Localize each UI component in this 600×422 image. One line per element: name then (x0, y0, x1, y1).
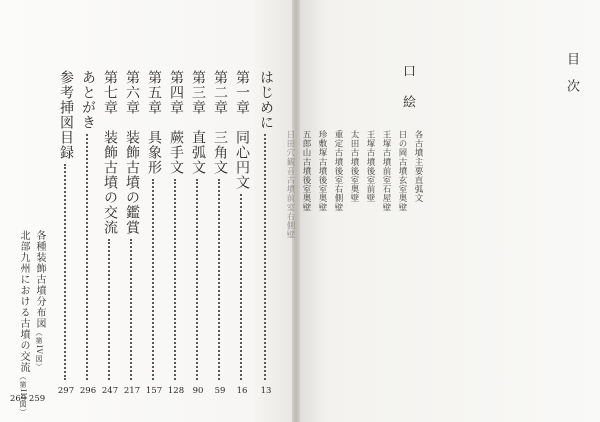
toc-entry[interactable] (256, 70, 276, 396)
toc-entry-label: はじめに (258, 70, 274, 130)
toc-leader-dots (218, 179, 220, 380)
toc-page-number: 90 (192, 386, 204, 396)
toc-page-number: 13 (260, 386, 272, 396)
toc-leader-dots (174, 179, 176, 380)
illustration-plate-item (32, 230, 47, 371)
frontispiece-plate-caption: 珍敷塚古墳後室奥壁 (317, 130, 327, 212)
frontispiece-plate-caption: 日田穴観音古墳前室右側壁 (285, 130, 295, 240)
illustration-plate-item (16, 230, 31, 416)
toc-entry[interactable] (188, 70, 208, 396)
toc-leader-dots (264, 134, 266, 380)
toc-entry-label: 第三章 直弧文 (190, 70, 206, 175)
frontispiece-plate-caption: 王塚古墳後室前壁 (365, 130, 375, 203)
toc-entry[interactable] (78, 70, 98, 396)
illustration-plate-title: 各種装飾古墳分布図 (34, 230, 45, 329)
toc-page-number: 217 (123, 386, 141, 396)
toc-entry-label: 第五章 具象形 (146, 70, 162, 175)
toc-entry[interactable] (100, 70, 120, 396)
toc-leader-dots (86, 134, 88, 380)
toc-page-number: 16 (236, 386, 248, 396)
toc-leader-dots (108, 239, 110, 380)
toc-entry-label: 第一章 同心円文 (234, 70, 250, 190)
toc-entry[interactable] (210, 70, 230, 396)
toc-entry[interactable] (232, 70, 252, 396)
toc-entry-label: 参考挿図目録 (58, 70, 74, 160)
toc-entry[interactable] (122, 70, 142, 396)
toc-leader-dots (130, 239, 132, 380)
toc-entry[interactable] (144, 70, 164, 396)
frontispiece-plate-caption: 各古墳主要直弧文 (413, 130, 423, 203)
toc-entry[interactable] (166, 70, 186, 396)
contents-title: 目次 (564, 52, 579, 106)
frontispiece-plate-caption: 日の岡古墳玄室奥壁 (397, 130, 407, 212)
toc-entry-label: あとがき (80, 70, 96, 130)
toc-leader-dots (64, 164, 66, 380)
toc-page-number: 247 (101, 386, 119, 396)
frontispiece-plate-caption: 五郎山古墳後室奥壁 (301, 130, 311, 212)
toc-entry-label: 第六章 装飾古墳の鑑賞 (124, 70, 140, 235)
frontispiece-plate-caption: 王塚古墳前室石屋壁 (381, 130, 391, 212)
toc-page-number: 296 (79, 386, 97, 396)
frontispiece-plate-caption: 重定古墳後室右側壁 (333, 130, 343, 212)
toc-page-number: 128 (167, 386, 185, 396)
toc-entry-label: 第七章 装飾古墳の交流 (102, 70, 118, 235)
frontispiece-plate-caption: 太田古墳後室奥壁 (349, 130, 359, 203)
toc-page-number: 297 (57, 386, 75, 396)
toc-entry-label: 第二章 三角文 (212, 70, 228, 175)
toc-entry-label: 第四章 蕨手文 (168, 70, 184, 175)
toc-page-number: 157 (145, 386, 163, 396)
toc-leader-dots (152, 179, 154, 380)
toc-page-number: 59 (214, 386, 226, 396)
toc-leader-dots (240, 194, 242, 380)
illustration-plate-note: （第III図） (19, 373, 27, 417)
frontispiece-heading: 口絵 (400, 64, 415, 126)
toc-leader-dots (196, 179, 198, 380)
illustration-plate-note: （第IV図） (35, 329, 43, 371)
illustration-plate-title: 北部九州における古墳の交流 (18, 230, 29, 373)
plate-page-numbers: 269 259 (10, 394, 46, 404)
toc-entry[interactable] (56, 70, 76, 396)
